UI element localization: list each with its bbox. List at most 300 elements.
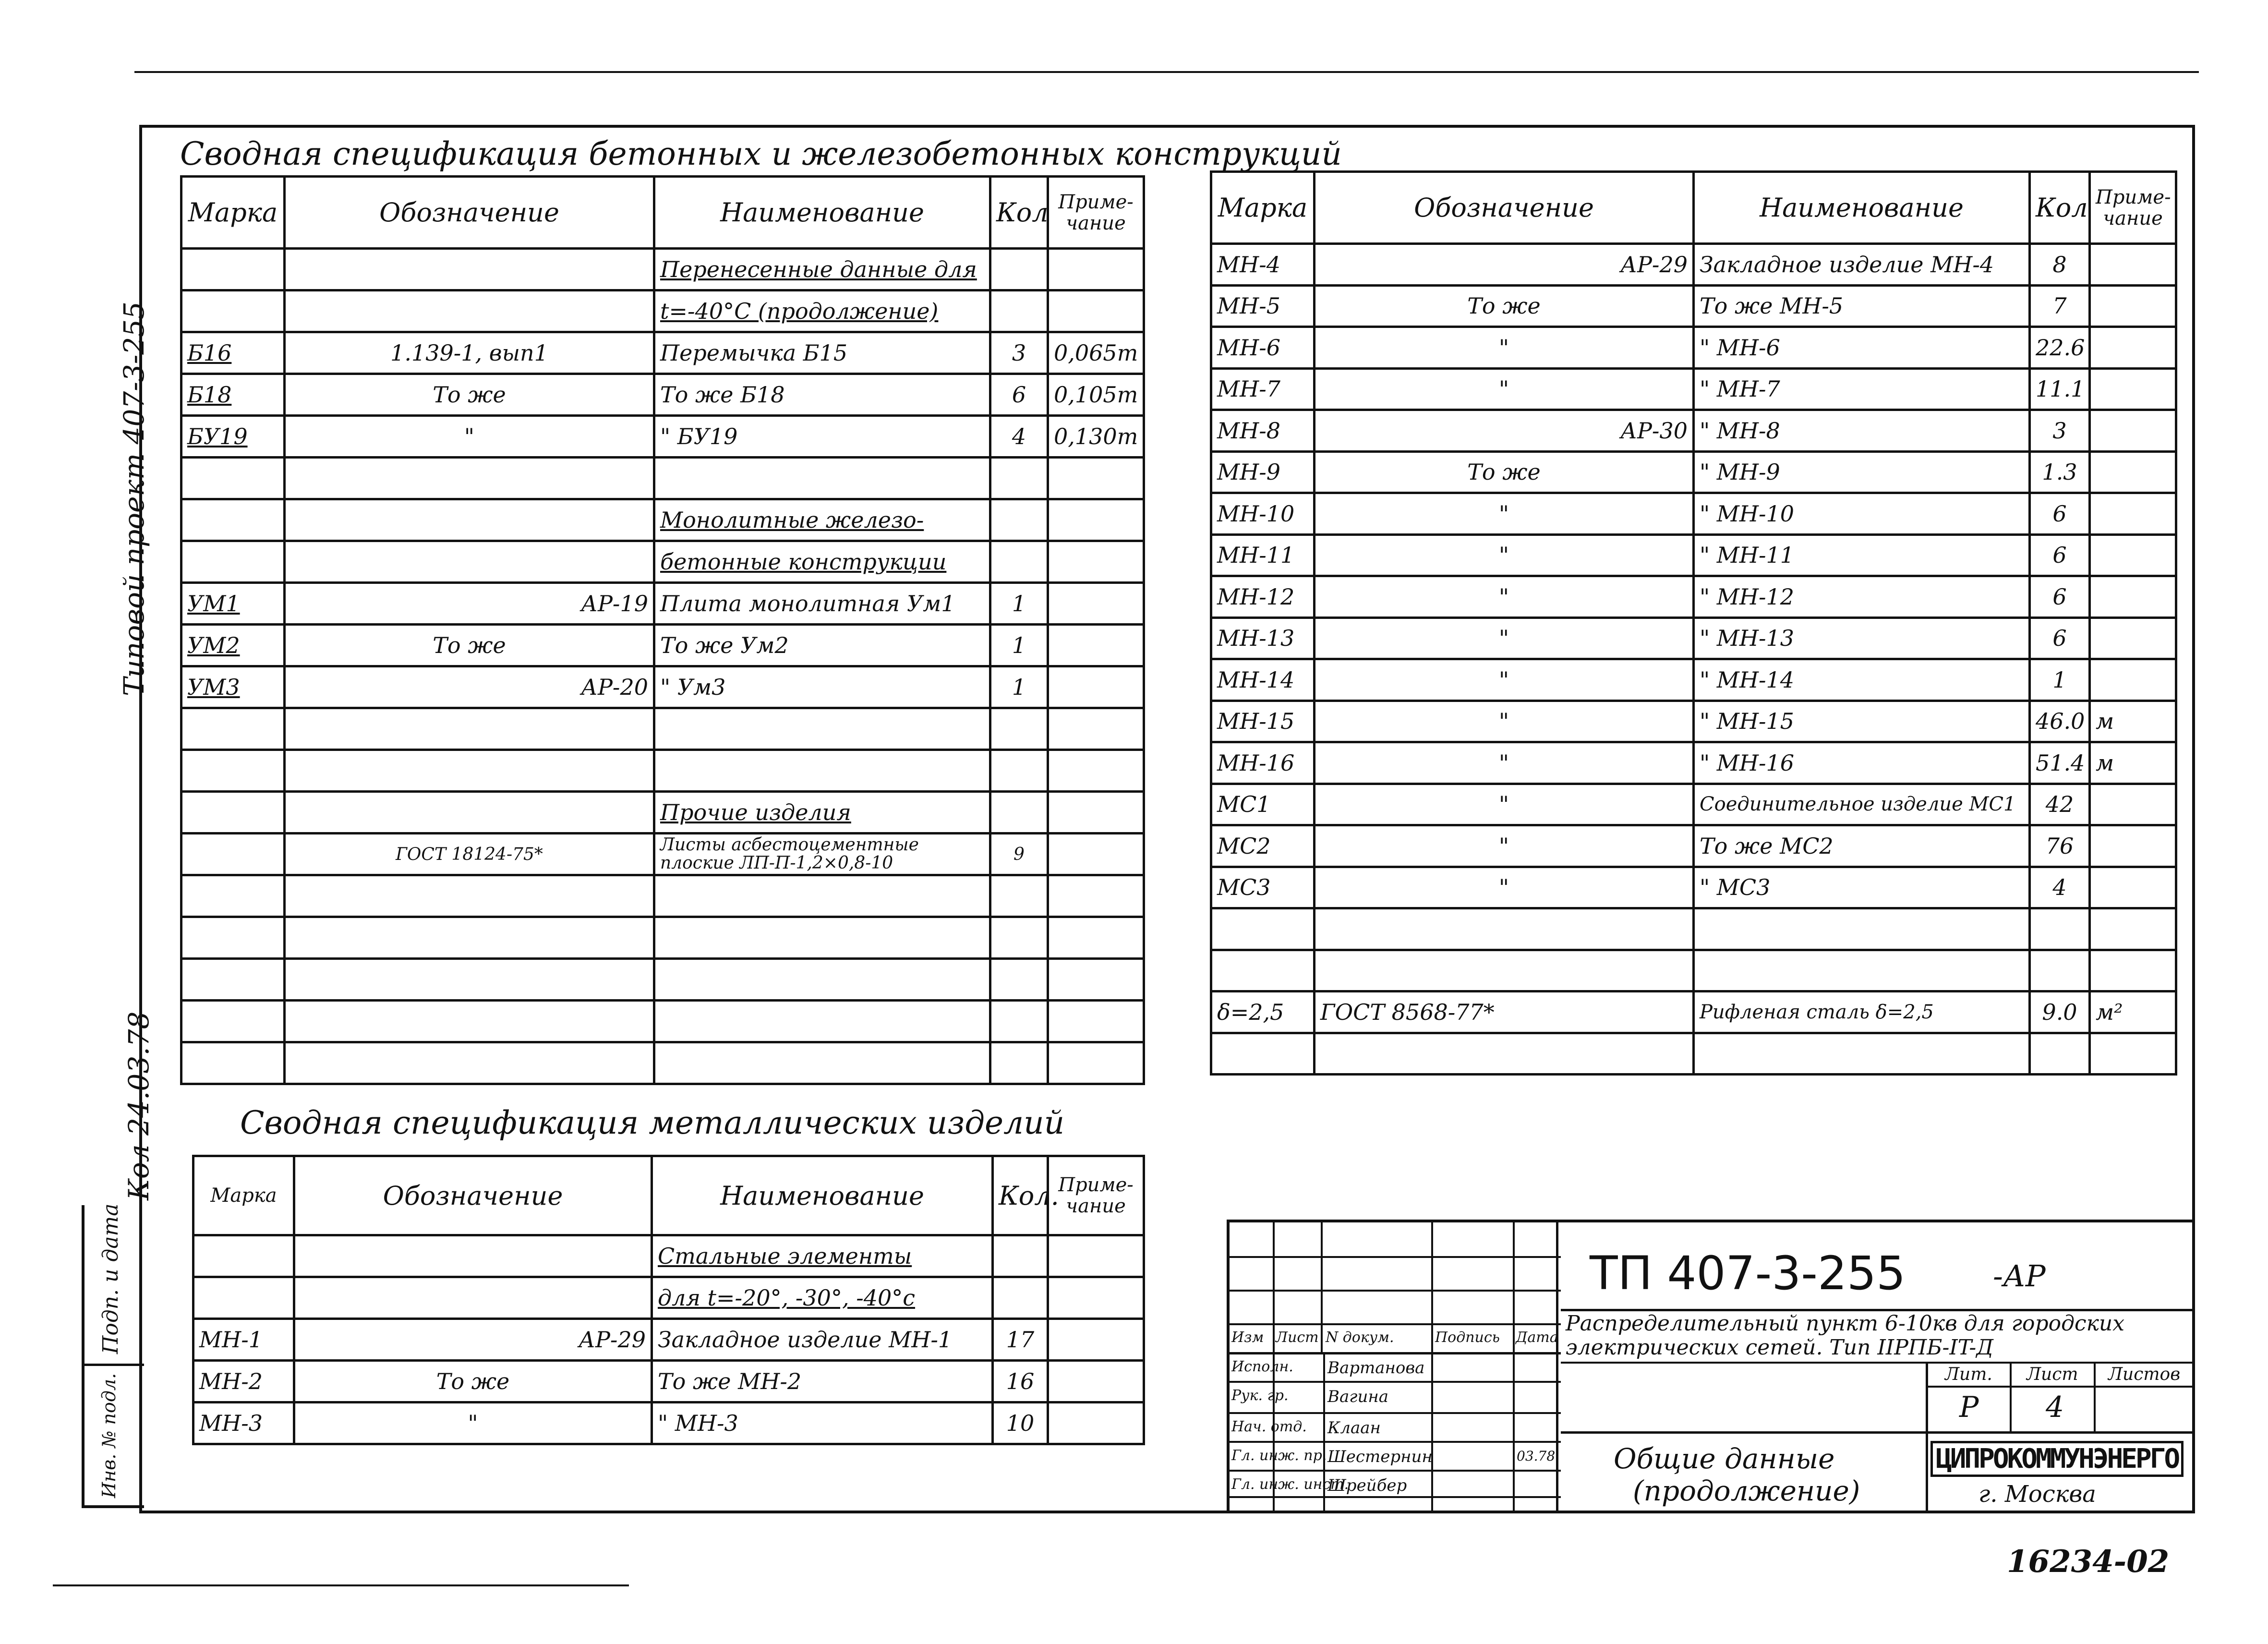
- cell-designation: ": [1315, 784, 1694, 825]
- cell-note: [2090, 1033, 2176, 1075]
- cell-designation: [285, 959, 654, 1001]
- col-header-mark: Марка: [193, 1156, 294, 1235]
- cell-mark: МН-2: [193, 1361, 294, 1402]
- cell-mark: МН-16: [1211, 742, 1315, 784]
- cell-mark: [181, 917, 285, 959]
- cell-mark: МС1: [1211, 784, 1315, 825]
- cell-designation: [285, 1001, 654, 1042]
- cell-name: " МН-15: [1694, 701, 2030, 742]
- table-row: [1211, 576, 2176, 618]
- cell-note: [2090, 368, 2176, 410]
- cell-qty: [990, 499, 1048, 541]
- cell-note: [1048, 290, 1144, 332]
- cell-designation: ГОСТ 8568-77*: [1315, 991, 1694, 1033]
- cell-mark: [181, 708, 285, 750]
- cell-designation: 1.139-1, вып1: [285, 332, 654, 374]
- top-rule: [134, 71, 2199, 73]
- cell-qty: 42: [2030, 784, 2090, 825]
- cell-qty: 6: [2030, 534, 2090, 576]
- cell-qty: [990, 708, 1048, 750]
- col-label-signature: Подпись: [1435, 1329, 1500, 1346]
- cell-note: м: [2090, 742, 2176, 784]
- cell-qty: 16: [993, 1361, 1048, 1402]
- cell-qty: [2030, 1033, 2090, 1075]
- cell-mark: [181, 499, 285, 541]
- cell-name: Закладное изделие МН-1: [652, 1319, 993, 1361]
- cell-mark: [181, 1042, 285, 1084]
- signer-name: Клаан: [1327, 1418, 1381, 1438]
- cell-name: Плита монолитная Ум1: [654, 583, 990, 625]
- cell-note: [1048, 834, 1144, 875]
- org-city: г. Москва: [1978, 1481, 2096, 1508]
- project-description: Распределительный пункт 6-10кв для городских электрических сетей. Тип IIРПБ-IT-Д: [1566, 1311, 2125, 1360]
- cell-note: [1048, 625, 1144, 666]
- cell-designation: ": [1315, 742, 1694, 784]
- table-row: [181, 374, 1144, 416]
- signer-name: Вагина: [1327, 1387, 1389, 1406]
- cell-note: [1048, 1001, 1144, 1042]
- cell-name: То же Б18: [654, 374, 990, 416]
- cell-mark: МН-13: [1211, 617, 1315, 659]
- cell-note: [1048, 249, 1144, 290]
- cell-designation: ": [1315, 534, 1694, 576]
- cell-designation: ": [1315, 825, 1694, 867]
- cell-qty: 6: [2030, 493, 2090, 535]
- table-row: [193, 1361, 1144, 1402]
- side-stamp-divider: [82, 1364, 144, 1366]
- cell-designation: [285, 708, 654, 750]
- col-header-designation: Обозначение: [1315, 172, 1694, 244]
- cell-mark: [193, 1235, 294, 1277]
- cell-note: [2090, 327, 2176, 369]
- table-row: [1211, 742, 2176, 784]
- cell-note: [2090, 617, 2176, 659]
- cell-name: [654, 917, 990, 959]
- cell-note: [1048, 1402, 1144, 1444]
- signer-role: Гл. инж. инст.: [1231, 1476, 1349, 1493]
- cell-designation: ": [1315, 617, 1694, 659]
- cell-mark: МН-14: [1211, 659, 1315, 701]
- sheet-label: Лист: [2027, 1365, 2078, 1384]
- table-row: [181, 834, 1144, 875]
- cell-qty: [990, 458, 1048, 499]
- metal-spec-title: Сводная спецификация металлических изделий: [240, 1104, 1065, 1141]
- cell-name: " МН-11: [1694, 534, 2030, 576]
- cell-designation: [285, 290, 654, 332]
- cell-name: [654, 458, 990, 499]
- cell-designation: ": [1315, 659, 1694, 701]
- cell-qty: 1.3: [2030, 451, 2090, 493]
- cell-designation: [285, 750, 654, 792]
- cell-designation: [285, 917, 654, 959]
- table-row: [181, 416, 1144, 458]
- cell-note: [1048, 750, 1144, 792]
- cell-mark: МН-7: [1211, 368, 1315, 410]
- side-sign-date-label: Подп. и дата: [98, 1203, 123, 1354]
- cell-qty: 7: [2030, 285, 2090, 327]
- cell-mark: МС2: [1211, 825, 1315, 867]
- signer-name: Шрейбер: [1327, 1476, 1407, 1495]
- cell-qty: 6: [2030, 576, 2090, 618]
- cell-note: 0,065т: [1048, 332, 1144, 374]
- cell-mark: МН-8: [1211, 410, 1315, 452]
- cell-note: [2090, 908, 2176, 950]
- sheets-label: Листов: [2108, 1365, 2181, 1384]
- cell-mark: [1211, 908, 1315, 950]
- cell-note: [1048, 1319, 1144, 1361]
- table-row: [181, 750, 1144, 792]
- cell-qty: 6: [990, 374, 1048, 416]
- cell-name: [654, 959, 990, 1001]
- cell-mark: МН-5: [1211, 285, 1315, 327]
- cell-designation: То же: [1315, 285, 1694, 327]
- cell-name: " МН-6: [1694, 327, 2030, 369]
- cell-mark: Б18: [181, 374, 285, 416]
- cell-qty: [990, 875, 1048, 917]
- cell-qty: 3: [990, 332, 1048, 374]
- cell-qty: 9: [990, 834, 1048, 875]
- org-name: ЦИПРОКОММУНЭНЕРГО: [1930, 1441, 2184, 1477]
- cell-qty: [990, 1001, 1048, 1042]
- cell-qty: 1: [990, 583, 1048, 625]
- cell-mark: МН-3: [193, 1402, 294, 1444]
- col-header-mark: Марка: [181, 177, 285, 249]
- cell-designation: АР-19: [285, 583, 654, 625]
- cell-designation: То же: [1315, 451, 1694, 493]
- cell-name: [1694, 1033, 2030, 1075]
- metal-spec-continued-table: [1210, 170, 2177, 1076]
- cell-note: [1048, 1042, 1144, 1084]
- table-row: [181, 666, 1144, 708]
- table-row: [1211, 285, 2176, 327]
- table-row: [1211, 659, 2176, 701]
- cell-note: [2090, 659, 2176, 701]
- bottom-rule: [53, 1584, 629, 1586]
- cell-designation: [1315, 1033, 1694, 1075]
- table-row: [181, 959, 1144, 1001]
- metal-spec-table: [192, 1155, 1145, 1445]
- concrete-spec-title: Сводная спецификация бетонных и железобетонных конструкций: [180, 135, 1342, 172]
- cell-name: Перемычка Б15: [654, 332, 990, 374]
- cell-mark: [181, 541, 285, 583]
- stage-value: Р: [1959, 1390, 1979, 1424]
- cell-note: [2090, 950, 2176, 991]
- cell-designation: То же: [285, 625, 654, 666]
- table-row: [1211, 534, 2176, 576]
- cell-note: [1048, 666, 1144, 708]
- cell-name: Рифленая сталь δ=2,5: [1694, 991, 2030, 1033]
- cell-qty: [990, 792, 1048, 834]
- stage-label: Лит.: [1945, 1365, 1992, 1384]
- cell-note: 0,130т: [1048, 416, 1144, 458]
- table-row: [181, 332, 1144, 374]
- cell-mark: [181, 249, 285, 290]
- table-header-row: [193, 1156, 1144, 1235]
- cell-qty: 8: [2030, 244, 2090, 286]
- cell-name: [654, 875, 990, 917]
- table-row: [1211, 867, 2176, 908]
- cell-designation: [285, 458, 654, 499]
- cell-name: t=-40°С (продолжение): [654, 290, 990, 332]
- cell-designation: [285, 249, 654, 290]
- cell-mark: Б16: [181, 332, 285, 374]
- cell-name: То же МС2: [1694, 825, 2030, 867]
- sheet-value: 4: [2046, 1390, 2064, 1424]
- cell-note: [1048, 541, 1144, 583]
- table-row: [1211, 950, 2176, 991]
- cell-note: [2090, 784, 2176, 825]
- cell-designation: ": [1315, 867, 1694, 908]
- cell-name: То же МН-5: [1694, 285, 2030, 327]
- side-inv-label: Кол 24.03.78: [122, 1011, 155, 1200]
- table-row: [181, 1001, 1144, 1042]
- col-label-doc: N докум.: [1326, 1329, 1394, 1346]
- cell-mark: МН-6: [1211, 327, 1315, 369]
- doc-code-suffix: -АР: [1993, 1258, 2046, 1293]
- cell-name: Закладное изделие МН-4: [1694, 244, 2030, 286]
- cell-note: [1048, 1235, 1144, 1277]
- cell-qty: [990, 1042, 1048, 1084]
- cell-name: " МН-12: [1694, 576, 2030, 618]
- cell-note: [1048, 583, 1144, 625]
- cell-note: [2090, 493, 2176, 535]
- table-row: [193, 1402, 1144, 1444]
- cell-designation: [285, 792, 654, 834]
- col-header-name: Наименование: [654, 177, 990, 249]
- cell-designation: АР-30: [1315, 410, 1694, 452]
- table-row: [1211, 1033, 2176, 1075]
- col-label-izm: Изм: [1231, 1329, 1264, 1346]
- cell-name: " МН-9: [1694, 451, 2030, 493]
- table-row: [181, 541, 1144, 583]
- cell-qty: 6: [2030, 617, 2090, 659]
- table-row: [193, 1277, 1144, 1319]
- table-row: [181, 708, 1144, 750]
- cell-note: [1048, 1361, 1144, 1402]
- table-header-row: [1211, 172, 2176, 244]
- col-header-qty: Кол: [2030, 172, 2090, 244]
- cell-note: [1048, 1277, 1144, 1319]
- col-header-qty: Кол.: [993, 1156, 1048, 1235]
- cell-name: То же МН-2: [652, 1361, 993, 1402]
- cell-qty: [990, 290, 1048, 332]
- col-header-name: Наименование: [1694, 172, 2030, 244]
- cell-qty: 76: [2030, 825, 2090, 867]
- cell-mark: [181, 1001, 285, 1042]
- col-header-note: Приме-чание: [1048, 1156, 1144, 1235]
- cell-mark: МН-10: [1211, 493, 1315, 535]
- col-header-mark: Марка: [1211, 172, 1315, 244]
- cell-mark: МН-12: [1211, 576, 1315, 618]
- cell-note: [2090, 576, 2176, 618]
- cell-mark: МН-11: [1211, 534, 1315, 576]
- cell-name: " МН-16: [1694, 742, 2030, 784]
- cell-qty: [990, 541, 1048, 583]
- cell-designation: [285, 875, 654, 917]
- cell-mark: [181, 875, 285, 917]
- cell-mark: [1211, 1033, 1315, 1075]
- concrete-spec-table: [180, 175, 1145, 1085]
- col-header-qty: Кол: [990, 177, 1048, 249]
- table-row: [1211, 451, 2176, 493]
- cell-mark: [181, 750, 285, 792]
- signer-date: 03.78: [1517, 1448, 1556, 1464]
- cell-note: [2090, 410, 2176, 452]
- table-row: [181, 249, 1144, 290]
- cell-name: [1694, 950, 2030, 991]
- cell-designation: АР-20: [285, 666, 654, 708]
- signer-role: Гл. инж. пр.: [1231, 1447, 1327, 1464]
- cell-qty: 22.6: [2030, 327, 2090, 369]
- cell-note: [2090, 825, 2176, 867]
- cell-qty: [2030, 950, 2090, 991]
- table-row: [181, 875, 1144, 917]
- cell-designation: ГОСТ 18124-75*: [285, 834, 654, 875]
- cell-name: Соединительное изделие МС1: [1694, 784, 2030, 825]
- cell-note: [1048, 959, 1144, 1001]
- cell-mark: [1211, 950, 1315, 991]
- cell-name: Листы асбестоцементные плоские ЛП-П-1,2×0,8-10: [654, 834, 990, 875]
- signer-role: Исполн.: [1231, 1358, 1293, 1375]
- signer-name: Шестернин: [1327, 1447, 1433, 1466]
- side-inv-no-label: Инв. № подл.: [98, 1373, 120, 1498]
- cell-mark: БУ19: [181, 416, 285, 458]
- cell-note: [1048, 792, 1144, 834]
- cell-designation: [294, 1235, 652, 1277]
- table-row: [181, 625, 1144, 666]
- cell-name: [654, 708, 990, 750]
- cell-qty: [990, 750, 1048, 792]
- cell-note: [2090, 867, 2176, 908]
- table-header-row: [181, 177, 1144, 249]
- cell-mark: МН-4: [1211, 244, 1315, 286]
- cell-name: " МН-10: [1694, 493, 2030, 535]
- title-block: [1227, 1220, 2192, 1511]
- cell-name: для t=-20°, -30°, -40°с: [652, 1277, 993, 1319]
- cell-note: [1048, 917, 1144, 959]
- signer-role: Нач. отд.: [1231, 1418, 1307, 1435]
- cell-name: [654, 1042, 990, 1084]
- table-row: [181, 917, 1144, 959]
- cell-qty: 17: [993, 1319, 1048, 1361]
- cell-mark: МС3: [1211, 867, 1315, 908]
- cell-note: [1048, 458, 1144, 499]
- sheet-title-line1: Общие данные: [1614, 1442, 1835, 1475]
- cell-qty: [990, 917, 1048, 959]
- cell-mark: УМ3: [181, 666, 285, 708]
- cell-designation: [1315, 908, 1694, 950]
- cell-note: м: [2090, 701, 2176, 742]
- table-row: [181, 499, 1144, 541]
- cell-qty: [993, 1235, 1048, 1277]
- revision-grid: [1230, 1222, 1561, 1511]
- cell-qty: [2030, 908, 2090, 950]
- cell-qty: 1: [990, 666, 1048, 708]
- cell-designation: [294, 1277, 652, 1319]
- cell-mark: МН-1: [193, 1319, 294, 1361]
- table-row: [181, 290, 1144, 332]
- cell-name: " МН-7: [1694, 368, 2030, 410]
- cell-designation: ": [1315, 327, 1694, 369]
- cell-qty: 46.0: [2030, 701, 2090, 742]
- cell-mark: [181, 290, 285, 332]
- table-row: [1211, 368, 2176, 410]
- cell-name: То же Ум2: [654, 625, 990, 666]
- cell-mark: УМ2: [181, 625, 285, 666]
- col-header-designation: Обозначение: [294, 1156, 652, 1235]
- table-row: [1211, 784, 2176, 825]
- cell-mark: [181, 959, 285, 1001]
- cell-note: [1048, 708, 1144, 750]
- cell-qty: [993, 1277, 1048, 1319]
- cell-name: " МН-8: [1694, 410, 2030, 452]
- cell-mark: [181, 792, 285, 834]
- cell-qty: 11.1: [2030, 368, 2090, 410]
- cell-designation: АР-29: [294, 1319, 652, 1361]
- cell-qty: 1: [2030, 659, 2090, 701]
- cell-name: " МН-13: [1694, 617, 2030, 659]
- cell-designation: ": [1315, 701, 1694, 742]
- table-row: [181, 458, 1144, 499]
- cell-designation: [285, 541, 654, 583]
- cell-name: бетонные конструкции: [654, 541, 990, 583]
- cell-name: " МН-3: [652, 1402, 993, 1444]
- cell-designation: То же: [285, 374, 654, 416]
- document-number: 16234-02: [2007, 1544, 2170, 1580]
- cell-qty: 4: [990, 416, 1048, 458]
- cell-designation: То же: [294, 1361, 652, 1402]
- cell-mark: УМ1: [181, 583, 285, 625]
- left-binding-line: [82, 1205, 84, 1508]
- col-header-designation: Обозначение: [285, 177, 654, 249]
- cell-qty: 51.4: [2030, 742, 2090, 784]
- table-row: [1211, 991, 2176, 1033]
- cell-designation: ": [1315, 576, 1694, 618]
- cell-note: [2090, 244, 2176, 286]
- cell-note: [2090, 534, 2176, 576]
- table-row: [181, 1042, 1144, 1084]
- cell-qty: [990, 959, 1048, 1001]
- cell-designation: ": [1315, 368, 1694, 410]
- cell-name: Прочие изделия: [654, 792, 990, 834]
- col-label-list: Лист: [1276, 1329, 1319, 1346]
- signer-role: Рук. гр.: [1231, 1387, 1289, 1404]
- cell-note: м²: [2090, 991, 2176, 1033]
- col-header-note: Приме-чание: [1048, 177, 1144, 249]
- cell-qty: 3: [2030, 410, 2090, 452]
- cell-name: " Ум3: [654, 666, 990, 708]
- table-row: [193, 1235, 1144, 1277]
- cell-note: [1048, 499, 1144, 541]
- bottom-frame-line: [82, 1505, 144, 1508]
- table-row: [181, 583, 1144, 625]
- col-header-name: Наименование: [652, 1156, 993, 1235]
- table-row: [1211, 825, 2176, 867]
- cell-note: 0,105т: [1048, 374, 1144, 416]
- table-row: [1211, 410, 2176, 452]
- doc-code: ТП 407-3-255: [1590, 1246, 1906, 1300]
- col-label-date: Дата: [1516, 1329, 1558, 1346]
- table-row: [1211, 617, 2176, 659]
- cell-name: " МН-14: [1694, 659, 2030, 701]
- table-row: [193, 1319, 1144, 1361]
- table-row: [1211, 327, 2176, 369]
- cell-mark: δ=2,5: [1211, 991, 1315, 1033]
- cell-name: Стальные элементы: [652, 1235, 993, 1277]
- cell-qty: 4: [2030, 867, 2090, 908]
- cell-name: " МС3: [1694, 867, 2030, 908]
- cell-note: [2090, 285, 2176, 327]
